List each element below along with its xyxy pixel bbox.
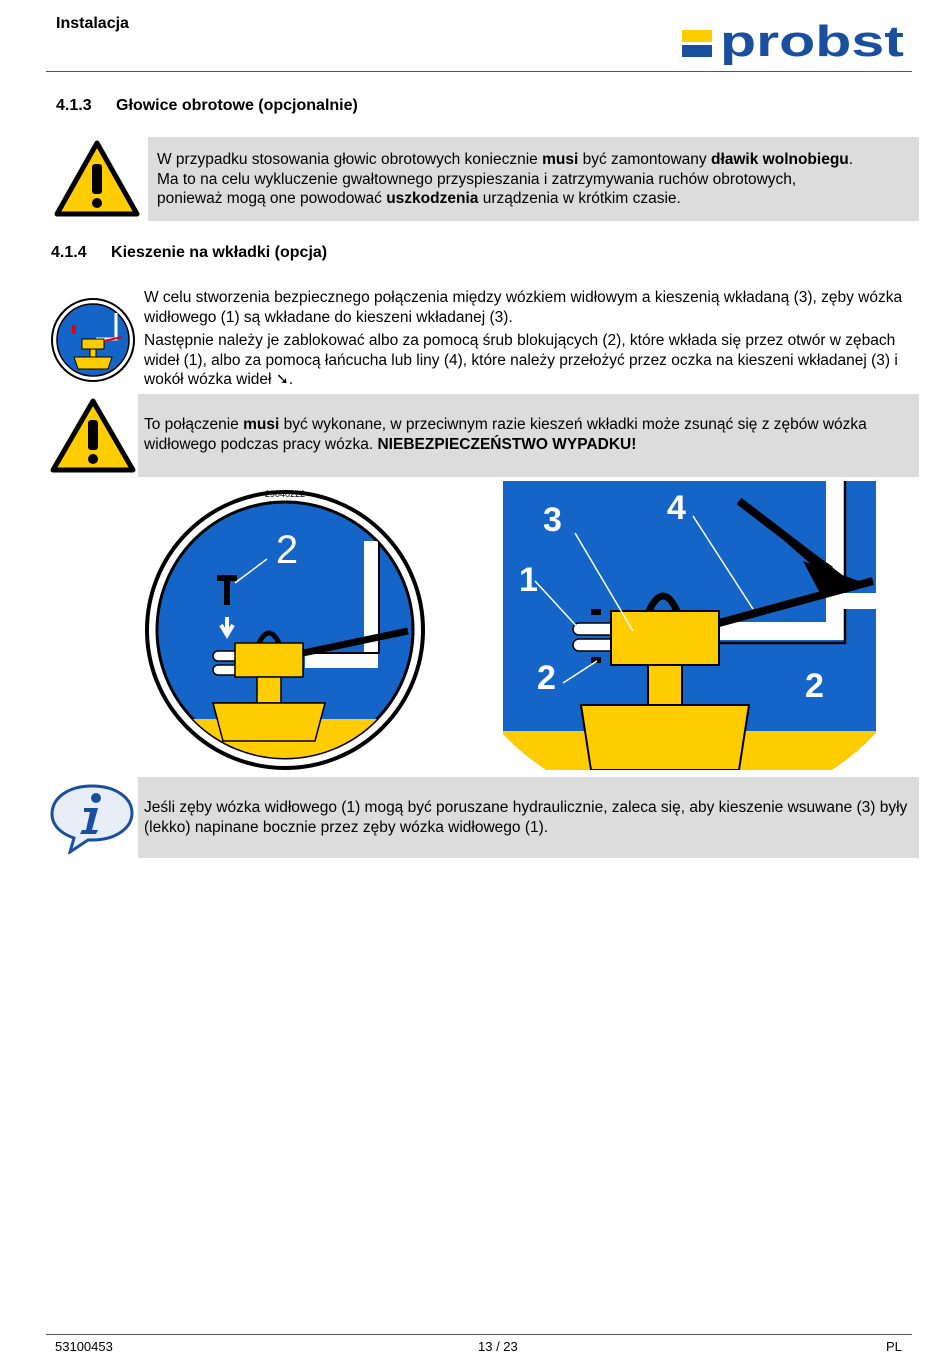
section-number: 4.1.4 <box>51 244 87 261</box>
header-section-title: Instalacja <box>56 15 129 32</box>
info-text: Jeśli zęby wózka widłowego (1) mogą być poruszane hydraulicznie, zaleca się, aby kieszenie wsuwane (3) były (lekko) napinane bocznie przez zęby wózka widłowego (1). <box>144 799 908 836</box>
warning-text-413: W przypadku stosowania głowic obrotowych koniecznie musi być zamontowany dławik wolnobiegu. Ma to na celu wykluczenie gwałtownego przyspieszania i zatrzymywania ruchów obrotowych, ponieważ mogą one powodować uszkodzenia urządzenia w krótkim czasie. <box>157 151 854 207</box>
figure-locking-bolt <box>143 483 428 773</box>
footer-doc-number: 53100453 <box>55 1339 113 1354</box>
section-413-heading <box>56 97 358 115</box>
section-number: 4.1.3 <box>56 97 92 114</box>
footer-rule <box>46 1334 912 1335</box>
figure-label-2: 2 <box>275 528 299 572</box>
section-414-paragraph-1: W celu stworzenia bezpiecznego połączenia między wózkiem widłowym a kieszenią wkładaną (3), zęby wózka widłowego (1) są wkładane do kieszeni wkładanej (3). <box>144 289 903 326</box>
section-title: Głowice obrotowe (opcjonalnie) <box>116 97 358 114</box>
section-title: Kieszenie na wkładki (opcja) <box>111 244 328 261</box>
figure-label-1: 1 <box>519 561 538 599</box>
footer-page-number: 13 / 23 <box>478 1339 518 1354</box>
arrow-down-right-icon: ➘ <box>275 371 289 388</box>
svg-text:probst: probst <box>720 20 905 66</box>
section-414-heading <box>51 244 327 262</box>
figure-label-2: 2 <box>537 659 556 697</box>
warning-icon <box>54 140 140 218</box>
warning-icon <box>50 398 136 474</box>
probst-logo <box>680 20 906 68</box>
section-414-paragraph-2: Następnie należy je zablokować albo za pomocą śrub blokujących (2), które wkłada się przez otwór w zębach wideł (1), albo za pomocą łańcucha lub liny (4), które należy przełożyć przez oczka na kieszeni wkładanej (3) i wokół wózka wideł ➘. <box>144 332 898 388</box>
footer-language: PL <box>886 1339 902 1354</box>
figure-label-3: 3 <box>543 501 562 539</box>
info-icon <box>48 782 136 854</box>
figure-label-2: 2 <box>805 667 824 705</box>
figure-pocket-detail <box>503 481 876 770</box>
header-rule <box>46 71 912 72</box>
figure-label-4: 4 <box>667 489 686 527</box>
figure-code: 29040222 <box>264 489 306 499</box>
pocket-pictogram-icon <box>50 297 136 383</box>
warning-text-414: To połączenie musi być wykonane, w przeciwnym razie kieszeń wkładki może zsunąć się z zębów wózka widłowego podczas pracy wózka. NIEBEZPIECZEŃSTWO WYPADKU! <box>144 416 867 453</box>
